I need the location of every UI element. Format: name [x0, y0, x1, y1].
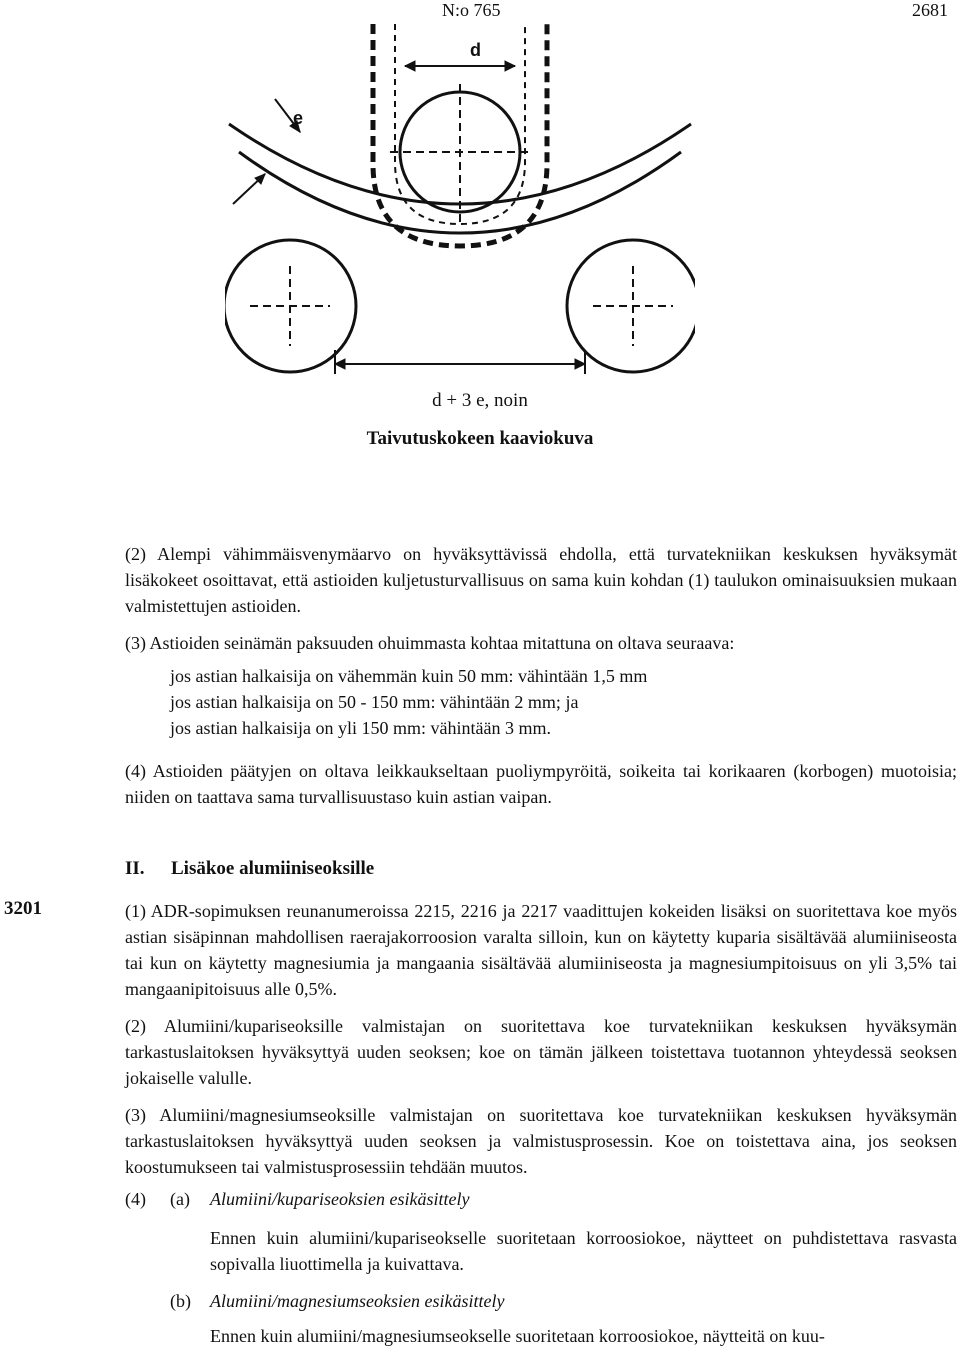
figure-title: Taivutuskokeen kaaviokuva	[366, 428, 594, 449]
paragraph-4: (4) Astioiden päätyjen on oltava leikkaukseltaan puoliympyröitä, soikeita tai korikaaren (korbogen) muotoisia; niiden on taattava sama turvallisuustaso kuin astian vaipan.	[125, 761, 957, 807]
page-number: 2681	[912, 0, 948, 20]
paragraph-2: (2) Alempi vähimmäisvenymäarvo on hyväksyttävissä ehdolla, että turvatekniikan keskuksen hyväksymät lisäkokeet osoittavat, että astioiden kuljetusturvallisuus on sama kuin kohdan (1) taulukon ominaisuuksien mukaan valmistettujen astioiden.	[125, 544, 957, 616]
list-item: jos astian halkaisija on yli 150 mm: vähintään 3 mm.	[170, 718, 551, 738]
right-roller	[567, 240, 695, 372]
figure-label-d: d	[470, 40, 481, 60]
subitem-a-text: Ennen kuin alumiini/kupariseokselle suoritetaan korroosiokoe, näytteet on puhdistettava rasvasta sopivalla liuottimella ja kuivattava.	[210, 1228, 957, 1274]
section-item-2: (2) Alumiini/kupariseoksille valmistajan on suoritettava koe turvatekniikan keskuksen hyväksymän tarkastuslaitoksen hyväksyttyä uuden seoksen; koe on tämän jälkeen toistettava tuotannon yhteydessä seoksen jokaiselle valulle.	[125, 1016, 957, 1088]
figure-caption: d + 3 e, noin	[432, 390, 528, 411]
subitem-b-title: Alumiini/magnesiumseoksien esikäsittely	[210, 1291, 505, 1311]
figure-label-e: e	[293, 108, 304, 128]
margin-number: 3201	[4, 898, 42, 919]
section-number: II.	[125, 858, 145, 879]
section-item-1: (1) ADR-sopimuksen reunanumeroissa 2215, 2216 ja 2217 vaadittujen kokeiden lisäksi on suoritettava koe myös astian sisäpinnan mahdollisen raerajakorroosion varalta silloin, kun on käytetty kuparia sisältävää alumiiniseosta tai kun on käytetty magnesiumia ja mangaania sisältävää alumiiniseosta ja magnesiumpitoisuus on yli 3,5% tai mangaanipitoisuus alle 0,5%.	[125, 901, 957, 999]
section-item-4-number: (4)	[125, 1189, 146, 1209]
header-number-label: N:o 765	[442, 0, 501, 20]
subitem-a-label: (a)	[170, 1189, 190, 1209]
section-heading	[125, 858, 374, 880]
subitem-b-label: (b)	[170, 1291, 191, 1311]
subitem-b-text: Ennen kuin alumiini/magnesiumseokselle suoritetaan korroosiokoe, näytteitä on kuu-	[210, 1326, 825, 1346]
list-item: jos astian halkaisija on 50 - 150 mm: vähintään 2 mm; ja	[170, 692, 579, 712]
subitem-a-title: Alumiini/kupariseoksien esikäsittely	[210, 1189, 470, 1209]
paragraph-3: (3) Astioiden seinämän paksuuden ohuimmasta kohtaa mitattuna on oltava seuraava:	[125, 633, 735, 653]
section-title: Lisäkoe alumiiniseoksille	[171, 858, 375, 879]
list-item: jos astian halkaisija on vähemmän kuin 50 mm: vähintään 1,5 mm	[170, 666, 648, 686]
section-item-3: (3) Alumiini/magnesiumseoksille valmistajan on suoritettava koe turvatekniikan keskuksen hyväksymän tarkastuslaitoksen hyväksyttyä uuden seoksen ja valmistusprosessin. Koe on toistettava aina, jos seoksen koostumukseen tai valmistusprosessiin tehdään muutos.	[125, 1105, 957, 1177]
bending-test-diagram	[225, 14, 695, 376]
span-dimension	[335, 350, 585, 374]
